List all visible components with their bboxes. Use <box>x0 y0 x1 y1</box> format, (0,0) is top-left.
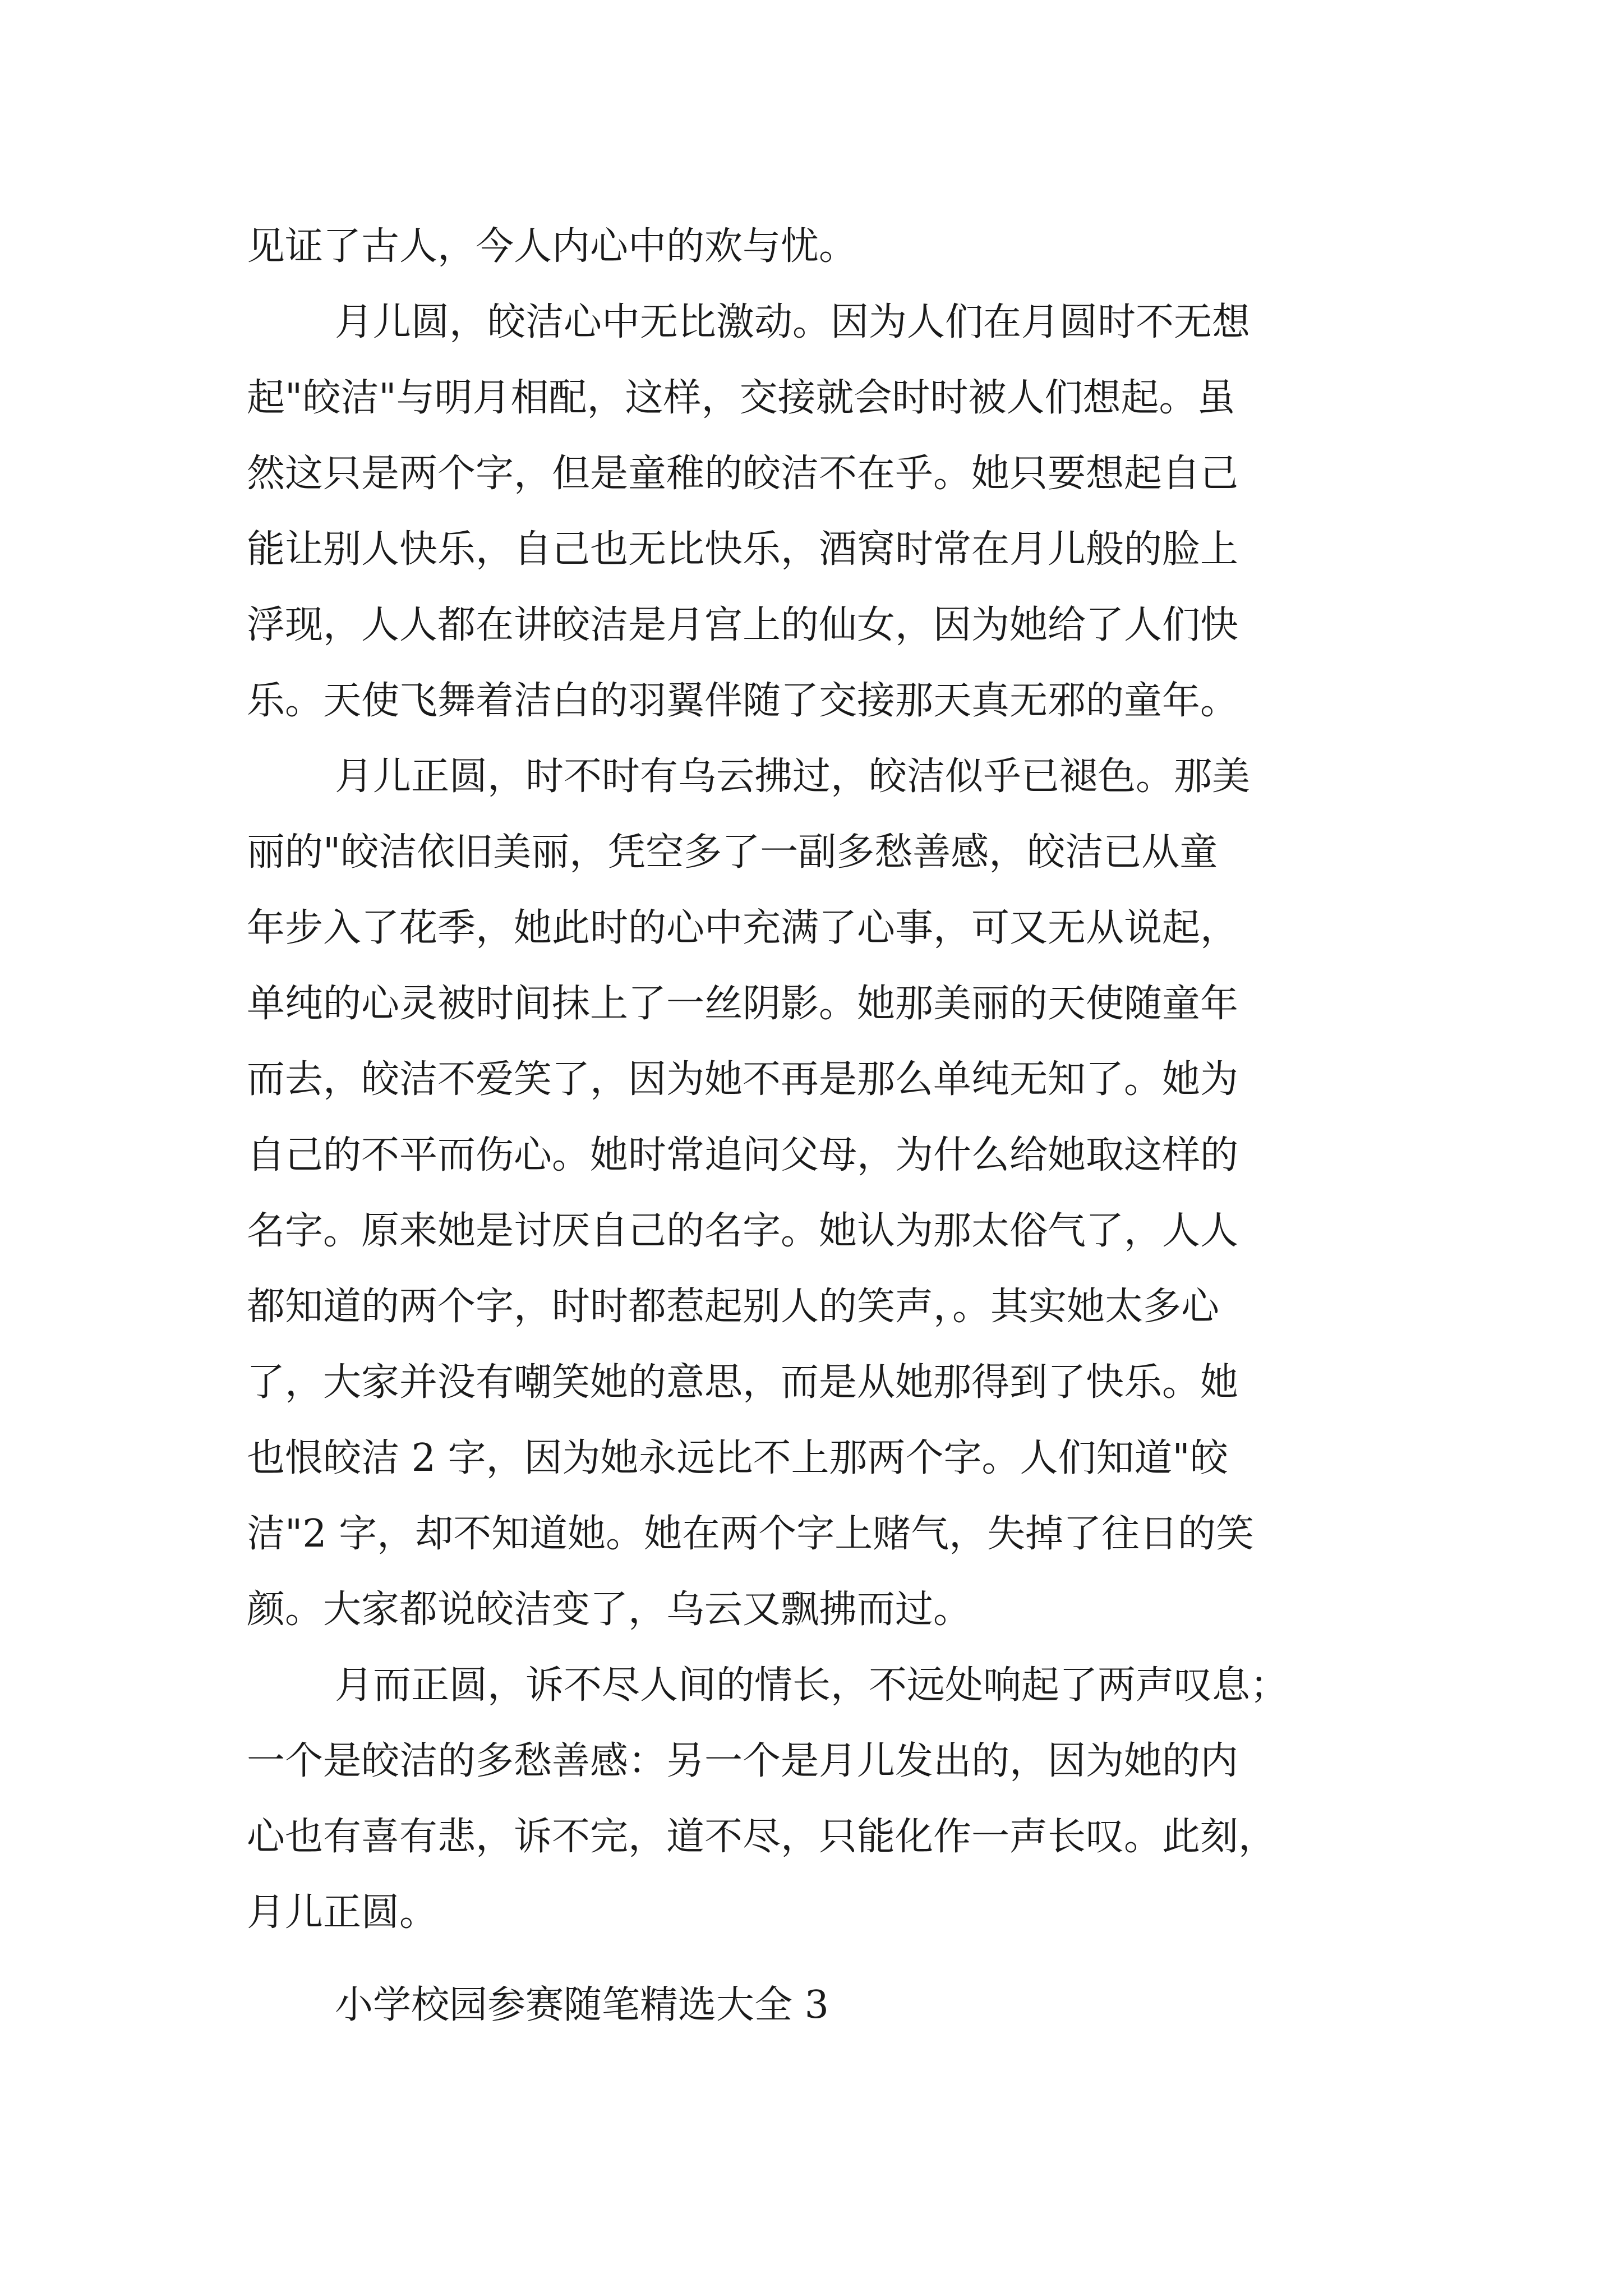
paragraph-3 <box>247 1648 1391 1950</box>
paragraph-line: 乐。天使飞舞着洁白的羽翼伴随了交接那天真无邪的童年。 <box>247 679 1239 723</box>
paragraph-line: 都知道的两个字，时时都惹起别人的笑声，。其实她太多心 <box>247 1285 1220 1329</box>
paragraph-line: 丽的"皎洁依旧美丽，凭空多了一副多愁善感，皎洁已从童 <box>247 830 1218 875</box>
paragraph-line: 一个是皎洁的多愁善感：另一个是月儿发出的，因为她的内 <box>247 1739 1239 1783</box>
paragraph-line: 月儿圆，皎洁心中无比激动。因为人们在月圆时不无想 <box>335 300 1251 344</box>
intro-line: 见证了古人，今人内心中的欢与忧。 <box>247 224 857 269</box>
paragraph-line: 浮现，人人都在讲皎洁是月宫上的仙女，因为她给了人们快 <box>247 603 1239 647</box>
paragraph-line: 月而正圆，诉不尽人间的情长，不远处响起了两声叹息； <box>335 1663 1289 1708</box>
paragraph-line: 洁"2 字，却不知道她。她在两个字上赌气，失掉了往日的笑 <box>247 1512 1255 1556</box>
paragraph-line: 起"皎洁"与明月相配，这样，交接就会时时被人们想起。虽 <box>247 376 1235 420</box>
paragraph-line: 年步入了花季，她此时的心中充满了心事，可又无从说起， <box>247 906 1239 950</box>
paragraph-line: 然这只是两个字，但是童稚的皎洁不在乎。她只要想起自己 <box>247 452 1239 496</box>
paragraph-2 <box>247 739 1391 1648</box>
section-heading: 小学校园参赛随笔精选大全 3 <box>335 1983 829 2027</box>
paragraph-line: 也恨皎洁 2 字，因为她永远比不上那两个字。人们知道"皎 <box>247 1436 1228 1480</box>
document-body <box>247 209 1391 2043</box>
paragraph-line: 自己的不平而伤心。她时常追问父母，为什么给她取这样的 <box>247 1133 1239 1177</box>
paragraph-line: 颜。大家都说皎洁变了，乌云又飘拂而过。 <box>247 1588 972 1632</box>
paragraph-line: 心也有喜有悲，诉不完，道不尽，只能化作一声长叹。此刻， <box>247 1815 1277 1859</box>
paragraph-line: 能让别人快乐，自己也无比快乐，酒窝时常在月儿般的脸上 <box>247 527 1239 572</box>
paragraph-line: 而去，皎洁不爱笑了，因为她不再是那么单纯无知了。她为 <box>247 1057 1239 1102</box>
paragraph-line: 月儿正圆。 <box>247 1890 438 1935</box>
paragraph-1 <box>247 284 1391 739</box>
paragraph-line: 名字。原来她是讨厌自己的名字。她认为那太俗气了，人人 <box>247 1209 1239 1253</box>
paragraph-line: 月儿正圆，时不时有乌云拂过，皎洁似乎已褪色。那美 <box>335 754 1251 799</box>
paragraph-line: 了，大家并没有嘲笑她的意思，而是从她那得到了快乐。她 <box>247 1360 1239 1405</box>
paragraph-line: 单纯的心灵被时间抹上了一丝阴影。她那美丽的天使随童年 <box>247 982 1239 1026</box>
